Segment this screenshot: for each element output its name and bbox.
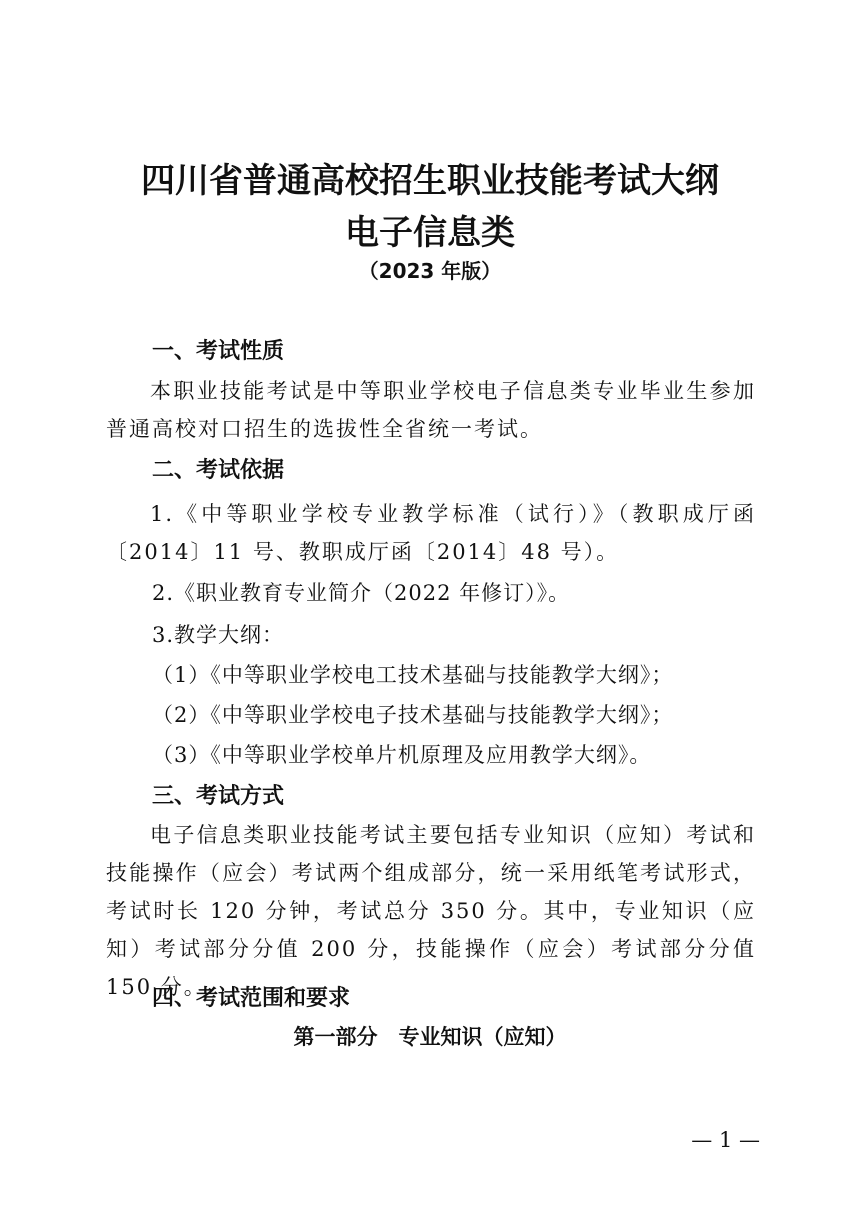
basis-item-2: 2.《职业教育专业简介（2022 年修订）》。 (152, 581, 571, 605)
syllabus-item-3: （3）《中等职业学校单片机原理及应用教学大纲》。 (152, 743, 652, 767)
section-3-paragraph: 电子信息类职业技能考试主要包括专业知识（应知）考试和技能操作（应会）考试两个组成部分，统一采用纸笔考试形式，考试时长 120 分钟，考试总分 350 分。其中，专业知识（应知）考试部分分值 200 分，技能操作（应会）考试部分分值 150 分。 (106, 823, 756, 999)
section-2-heading: 二、考试依据 (152, 458, 285, 483)
section-1-paragraph: 本职业技能考试是中等职业学校电子信息类专业毕业生参加普通高校对口招生的选拔性全省统一考试。 (106, 379, 756, 441)
syllabus-item-2: （2）《中等职业学校电子技术基础与技能教学大纲》； (152, 703, 674, 727)
page-number: — 1 — (691, 1128, 760, 1152)
syllabus-item-1: （1）《中等职业学校电工技术基础与技能教学大纲》； (152, 663, 674, 687)
document-edition: （2023 年版） (358, 259, 502, 283)
basis-item-3: 3.教学大纲： (152, 623, 285, 647)
document-title: 四川省普通高校招生职业技能考试大纲 (141, 161, 719, 201)
section-4-heading: 四、考试范围和要求 (152, 986, 351, 1011)
document-subtitle: 电子信息类 (345, 213, 515, 253)
part-title: 第一部分 专业知识（应知） (293, 1024, 567, 1049)
section-1-heading: 一、考试性质 (152, 339, 285, 364)
section-3-heading: 三、考试方式 (152, 784, 285, 809)
basis-item-1: 1.《中等职业学校专业教学标准（试行）》（教职成厅函〔2014〕11 号、教职成厅函〔2014〕48 号）。 (106, 502, 756, 564)
